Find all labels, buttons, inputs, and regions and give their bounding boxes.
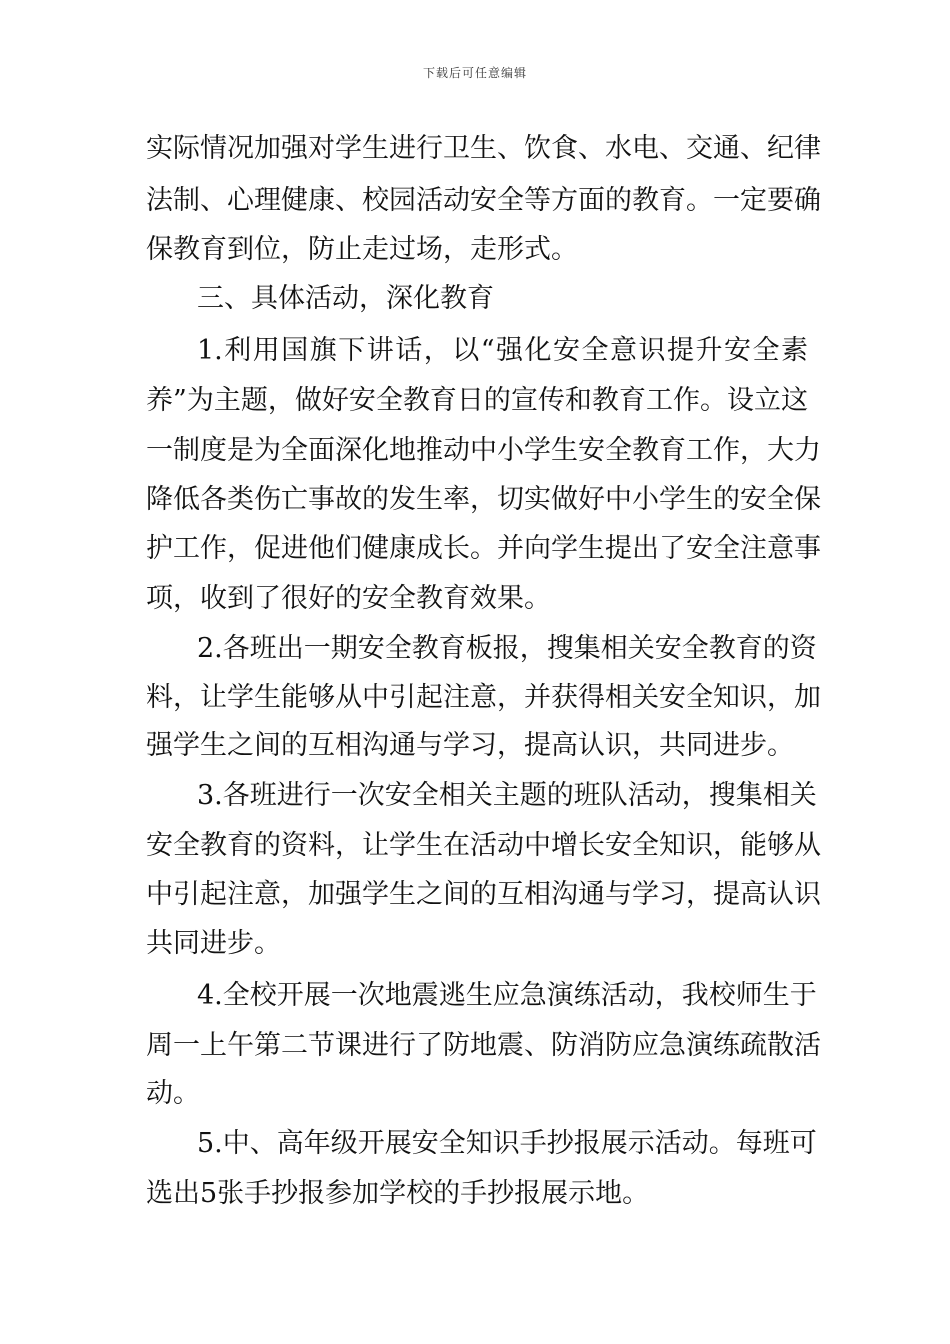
- text-line: 4.全校开展一次地震逃生应急演练活动，我校师生于: [197, 980, 817, 1011]
- text-line: 共同进步。: [146, 928, 281, 959]
- text-line: 5.中、高年级开展安全知识手抄报展示活动。每班可: [197, 1128, 817, 1159]
- text-line: 选出5张手抄报参加学校的手抄报展示地。: [146, 1178, 650, 1209]
- text-line: 法制、心理健康、校园活动安全等方面的教育。一定要确: [146, 185, 821, 216]
- section-heading: 三、具体活动，深化教育: [197, 283, 494, 314]
- text-line: 周一上午第二节课进行了防地震、防消防应急演练疏散活: [146, 1030, 821, 1061]
- text-line: 动。: [146, 1078, 200, 1109]
- text-line: 降低各类伤亡事故的发生率，切实做好中小学生的安全保: [146, 484, 821, 515]
- text-line: 料，让学生能够从中引起注意，并获得相关安全知识，加: [146, 682, 821, 713]
- text-line: 强学生之间的互相沟通与学习，提高认识，共同进步。: [146, 730, 794, 761]
- text-line: 3.各班进行一次安全相关主题的班队活动，搜集相关: [197, 780, 817, 811]
- text-line: 实际情况加强对学生进行卫生、饮食、水电、交通、纪律: [146, 133, 821, 164]
- text-line: 2.各班出一期安全教育板报，搜集相关安全教育的资: [197, 633, 817, 664]
- text-line: 安全教育的资料，让学生在活动中增长安全知识，能够从: [146, 830, 821, 861]
- text-line: 1.利用国旗下讲话，以“强化安全意识提升安全素: [197, 335, 808, 366]
- text-line: 中引起注意，加强学生之间的互相沟通与学习，提高认识: [146, 879, 821, 910]
- text-line: 项，收到了很好的安全教育效果。: [146, 583, 551, 614]
- page-header: 下载后可任意编辑: [422, 66, 527, 80]
- text-line: 护工作，促进他们健康成长。并向学生提出了安全注意事: [146, 533, 821, 564]
- text-line: 一制度是为全面深化地推动中小学生安全教育工作，大力: [146, 435, 821, 466]
- text-line: 养”为主题，做好安全教育日的宣传和教育工作。设立这: [146, 385, 808, 416]
- text-line: 保教育到位，防止走过场，走形式。: [146, 234, 578, 265]
